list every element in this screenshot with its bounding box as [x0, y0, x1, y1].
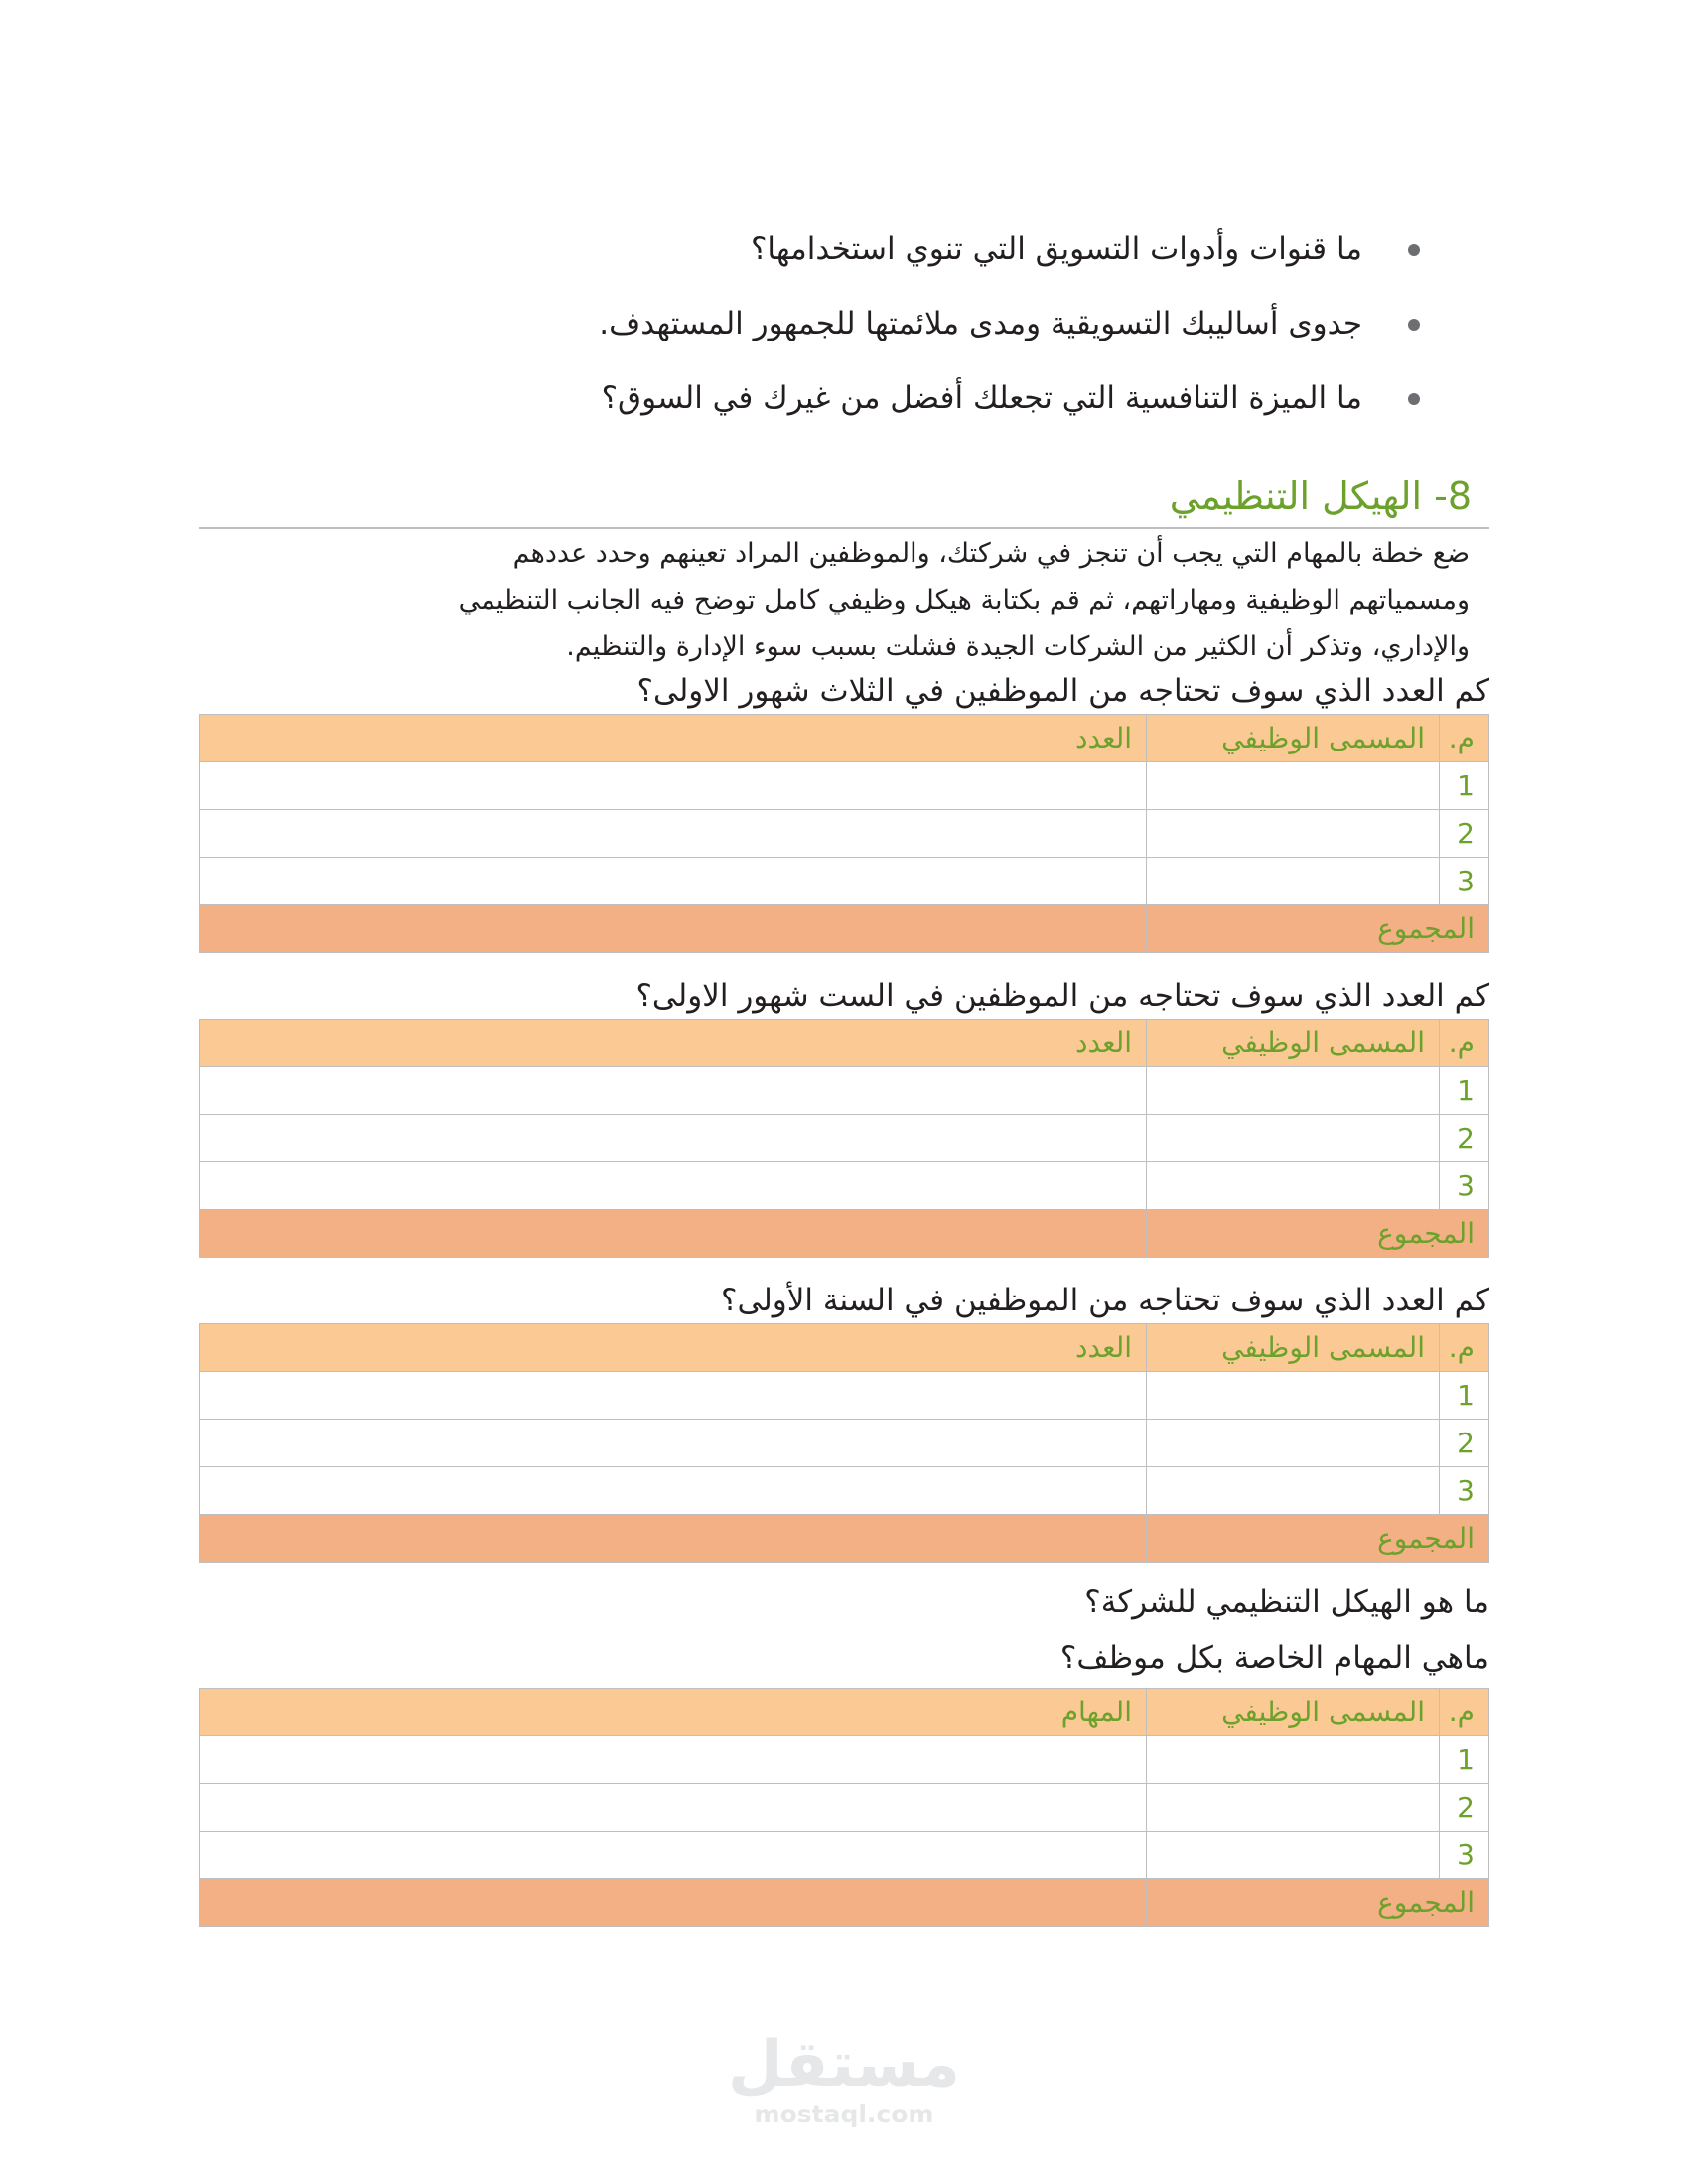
table-total-row [200, 1879, 1489, 1927]
header-job-title: المسمى الوظيفي [1147, 1689, 1440, 1736]
job-title-cell[interactable] [1147, 1162, 1440, 1210]
watermark-url: mostaql.com [754, 2100, 934, 2128]
table-header-row [200, 1324, 1489, 1372]
question-first-year: كم العدد الذي سوف تحتاجه من الموظفين في السنة الأولى؟ [721, 1283, 1489, 1318]
job-title-cell[interactable] [1147, 1784, 1440, 1832]
watermark-brand: مستقل [727, 2028, 961, 2102]
job-title-cell[interactable] [1147, 1372, 1440, 1420]
header-index: م. [1440, 1689, 1489, 1736]
row-index: 2 [1440, 1420, 1489, 1467]
table-total-row [200, 1210, 1489, 1258]
row-index: 3 [1440, 858, 1489, 905]
header-count: العدد [200, 715, 1147, 762]
question-employee-tasks: ماهي المهام الخاصة بكل موظف؟ [1059, 1640, 1489, 1676]
job-title-cell[interactable] [1147, 1736, 1440, 1784]
bullet-item: جدوى أساليبك التسويقية ومدى ملائمتها للجمهور المستهدف. [228, 301, 1420, 346]
table-row [200, 1420, 1489, 1467]
table-total-row [200, 905, 1489, 953]
row-index: 1 [1440, 1372, 1489, 1420]
count-cell[interactable] [200, 858, 1147, 905]
staff-table-six-months [199, 1019, 1489, 1258]
table-row [200, 1736, 1489, 1784]
bullet-dot-icon [1408, 319, 1420, 331]
question-org-structure: ما هو الهيكل التنظيمي للشركة؟ [1084, 1584, 1489, 1620]
total-label: المجموع [1147, 905, 1489, 953]
tasks-table [199, 1688, 1489, 1927]
table-total-row [200, 1515, 1489, 1563]
job-title-cell[interactable] [1147, 810, 1440, 858]
table-header-row [200, 715, 1489, 762]
table-header-row [200, 1020, 1489, 1067]
job-title-cell[interactable] [1147, 1832, 1440, 1879]
section-title: 8- الهيكل التنظيمي [1169, 475, 1472, 518]
intro-line: والإداري، وتذكر أن الكثير من الشركات الجيدة فشلت بسبب سوء الإدارة والتنظيم. [566, 631, 1470, 662]
total-value-cell[interactable] [200, 1515, 1147, 1563]
row-index: 1 [1440, 1736, 1489, 1784]
question-six-months: كم العدد الذي سوف تحتاجه من الموظفين في الست شهور الاولى؟ [635, 978, 1489, 1014]
header-count: العدد [200, 1324, 1147, 1372]
bullet-list [228, 226, 1420, 450]
count-cell[interactable] [200, 1467, 1147, 1515]
table-row [200, 858, 1489, 905]
count-cell[interactable] [200, 1067, 1147, 1115]
staff-table-three-months [199, 714, 1489, 953]
row-index: 3 [1440, 1467, 1489, 1515]
total-label: المجموع [1147, 1515, 1489, 1563]
total-value-cell[interactable] [200, 1879, 1147, 1927]
watermark-logo [695, 2030, 993, 2129]
table-header-row [200, 1689, 1489, 1736]
intro-line: ومسمياتهم الوظيفية ومهاراتهم، ثم قم بكتابة هيكل وظيفي كامل توضح فيه الجانب التنظيمي [458, 585, 1470, 615]
row-index: 3 [1440, 1832, 1489, 1879]
count-cell[interactable] [200, 1372, 1147, 1420]
bullet-dot-icon [1408, 393, 1420, 405]
header-tasks: المهام [200, 1689, 1147, 1736]
header-index: م. [1440, 1020, 1489, 1067]
intro-line: ضع خطة بالمهام التي يجب أن تنجز في شركتك، والموظفين المراد تعينهم وحدد عددهم [512, 538, 1470, 569]
table-row [200, 1162, 1489, 1210]
row-index: 3 [1440, 1162, 1489, 1210]
total-label: المجموع [1147, 1210, 1489, 1258]
job-title-cell[interactable] [1147, 1115, 1440, 1162]
row-index: 2 [1440, 1784, 1489, 1832]
job-title-cell[interactable] [1147, 1467, 1440, 1515]
row-index: 1 [1440, 762, 1489, 810]
job-title-cell[interactable] [1147, 1420, 1440, 1467]
bullet-item: ما الميزة التنافسية التي تجعلك أفضل من غيرك في السوق؟ [228, 375, 1420, 421]
total-value-cell[interactable] [200, 905, 1147, 953]
tasks-cell[interactable] [200, 1784, 1147, 1832]
header-count: العدد [200, 1020, 1147, 1067]
header-index: م. [1440, 715, 1489, 762]
table-row [200, 1832, 1489, 1879]
total-value-cell[interactable] [200, 1210, 1147, 1258]
header-job-title: المسمى الوظيفي [1147, 715, 1440, 762]
job-title-cell[interactable] [1147, 762, 1440, 810]
count-cell[interactable] [200, 1162, 1147, 1210]
count-cell[interactable] [200, 810, 1147, 858]
tasks-cell[interactable] [200, 1736, 1147, 1784]
table-row [200, 1372, 1489, 1420]
row-index: 2 [1440, 810, 1489, 858]
table-row [200, 1115, 1489, 1162]
count-cell[interactable] [200, 1115, 1147, 1162]
question-three-months: كم العدد الذي سوف تحتاجه من الموظفين في الثلاث شهور الاولى؟ [636, 673, 1489, 709]
section-divider [199, 527, 1489, 529]
staff-table-first-year [199, 1323, 1489, 1563]
section-intro [179, 530, 1470, 670]
table-row [200, 810, 1489, 858]
row-index: 1 [1440, 1067, 1489, 1115]
count-cell[interactable] [200, 762, 1147, 810]
tasks-cell[interactable] [200, 1832, 1147, 1879]
bullet-dot-icon [1408, 244, 1420, 256]
bullet-item: ما قنوات وأدوات التسويق التي تنوي استخدامها؟ [228, 226, 1420, 272]
header-index: م. [1440, 1324, 1489, 1372]
header-job-title: المسمى الوظيفي [1147, 1324, 1440, 1372]
table-row [200, 1467, 1489, 1515]
table-row [200, 1784, 1489, 1832]
row-index: 2 [1440, 1115, 1489, 1162]
total-label: المجموع [1147, 1879, 1489, 1927]
table-row [200, 1067, 1489, 1115]
count-cell[interactable] [200, 1420, 1147, 1467]
job-title-cell[interactable] [1147, 858, 1440, 905]
header-job-title: المسمى الوظيفي [1147, 1020, 1440, 1067]
table-row [200, 762, 1489, 810]
job-title-cell[interactable] [1147, 1067, 1440, 1115]
